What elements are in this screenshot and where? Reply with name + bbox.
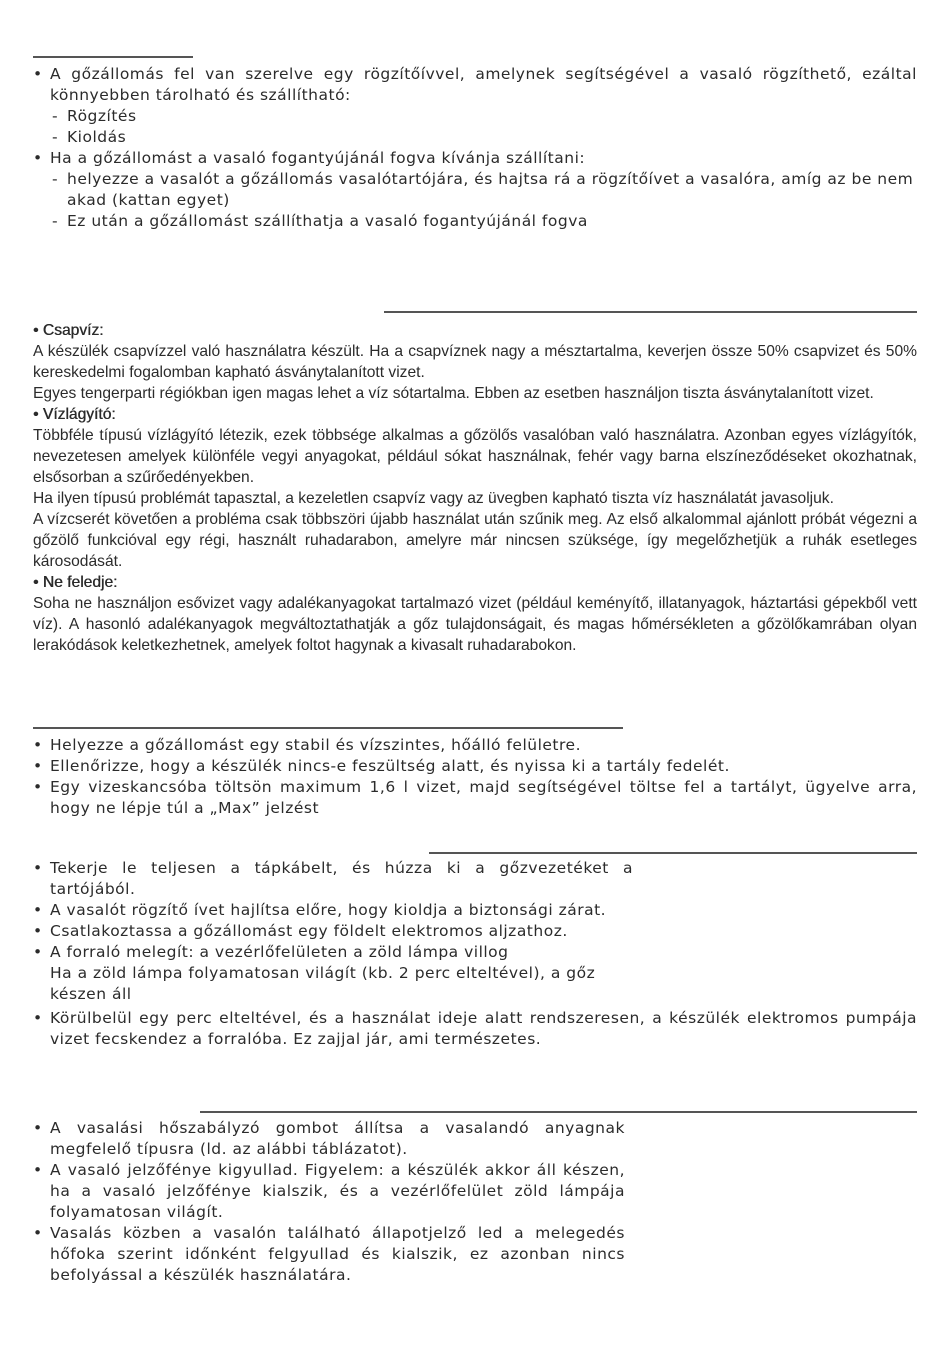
startup-last bbox=[33, 1008, 917, 1050]
paragraph: A vízcserét követően a probléma csak többszöri újabb használat után szűnik meg. Az első alkalommal ajánlott próbát végezni a gőzölő funkcióval egy régi, használt ruhadarabon, amelyre már nincsen szüksége, így megelőzhetjük a ruhák esetleges károsodását. bbox=[33, 511, 917, 570]
list-item: • A forraló melegít: a vezérlőfelületen a zöld lámpa villog bbox=[33, 942, 633, 963]
list-item: • Csatlakoztassa a gőzállomást egy földelt elektromos aljzathoz. bbox=[33, 921, 633, 942]
bullet-text: Ha a gőzállomást a vasaló fogantyújánál fogva kívánja szállítani: bbox=[50, 149, 586, 167]
sub-list-item: - helyezze a vasalót a gőzállomás vasalótartójára, és hajtsa rá a rögzítőívet a vasalóra, amíg az be nem akad (kattan egyet) bbox=[50, 169, 917, 211]
list-item: • A vasalási hőszabályzó gombot állítsa a vasalandó anyagnak megfelelő típusra (ld. az alábbi táblázatot). bbox=[33, 1118, 625, 1160]
bullet-text: A gőzállomás fel van szerelve egy rögzítőívvel, amelynek segítségével a vasaló rögzíthető, ezáltal könnyebben tárolható és szállítható: bbox=[50, 65, 917, 104]
transport-section bbox=[33, 64, 917, 232]
section-divider bbox=[429, 852, 917, 854]
list-item bbox=[33, 148, 917, 232]
water-section bbox=[33, 320, 917, 656]
startup-section bbox=[33, 858, 633, 1005]
softener-heading: • Vízlágyító: bbox=[33, 406, 116, 423]
paragraph: Egyes tengerparti régiókban igen magas lehet a víz sótartalma. Ebben az esetben használjon tiszta ásványtalanított vizet. bbox=[33, 385, 874, 402]
paragraph: Ha ilyen típusú problémát tapasztal, a kezeletlen csapvíz vagy az üvegben kapható tiszta víz használatát javasoljuk. bbox=[33, 490, 834, 507]
list-item bbox=[33, 64, 917, 148]
section-divider bbox=[33, 727, 623, 729]
list-item: • Egy vizeskancsóba töltsön maximum 1,6 l vizet, majd segítségével töltse fel a tartályt, ügyelve arra, hogy ne lépje túl a „Max” jelzést bbox=[33, 777, 917, 819]
list-item: • A vasalót rögzítő ívet hajlítsa előre, hogy kioldja a biztonsági zárat. bbox=[33, 900, 633, 921]
continuation-text: Ha a zöld lámpa folyamatosan világít (kb. 2 perc elteltével), a gőz készen áll bbox=[50, 964, 596, 1003]
section-divider bbox=[33, 56, 193, 58]
sub-list-item: - Kioldás bbox=[50, 127, 917, 148]
sub-list-item: - Rögzítés bbox=[50, 106, 917, 127]
paragraph: Soha ne használjon esővizet vagy adalékanyagokat tartalmazó vizet (például keményítő, illatanyagok, háztartási gépekből vett víz). A hasonló adalékanyagok megváltoztathatják a gőz tulajdonságait, és magas hőmérsékleten a gőzölőkamrában olyan lerakódások keletkezhetnek, amelyek foltot hagynak a kivasalt ruhadarabokon. bbox=[33, 595, 917, 654]
list-item: • Tekerje le teljesen a tápkábelt, és húzza ki a gőzvezetéket a tartójából. bbox=[33, 858, 633, 900]
list-item: • A vasaló jelzőfénye kigyullad. Figyelem: a készülék akkor áll készen, ha a vasaló jelzőfénye kialszik, és a vezérlőfelület zöld lámpája folyamatosan világít. bbox=[33, 1160, 625, 1223]
fill-section bbox=[33, 735, 917, 819]
list-item: • Körülbelül egy perc elteltével, és a használat ideje alatt rendszeresen, a készülék elektromos pumpája vizet fecskendez a forralóba. Ez zajjal jár, ami természetes. bbox=[33, 1008, 917, 1050]
ironing-section bbox=[33, 1118, 625, 1286]
list-item: • Vasalás közben a vasalón található állapotjelző led a melegedés hőfoka szerint időnként felgyullad és kialszik, ez azonban nincs befolyással a készülék használatára. bbox=[33, 1223, 625, 1286]
list-item: • Helyezze a gőzállomást egy stabil és vízszintes, hőálló felületre. bbox=[33, 735, 917, 756]
paragraph: A készülék csapvízzel való használatra készült. Ha a csapvíznek nagy a mésztartalma, keverjen össze 50% csapvizet és 50% kereskedelmi fogalomban kapható ásványtalanított vizet. bbox=[33, 343, 917, 381]
paragraph: Többféle típusú vízlágyító létezik, ezek többsége alkalmas a gőzölős vasalóban való használatra. Azonban egyes vízlágyítók, nevezetesen amelyek különféle vegyi anyagokat, például sókat használnak, fehér vagy barna elszíneződéseket okozhatnak, elsősorban a szűrőedényekben. bbox=[33, 427, 917, 486]
sub-list-item: - Ez után a gőzállomást szállíthatja a vasaló fogantyújánál fogva bbox=[50, 211, 917, 232]
remember-heading: • Ne feledje: bbox=[33, 574, 118, 591]
section-divider bbox=[200, 1111, 917, 1113]
tap-water-heading: • Csapvíz: bbox=[33, 322, 104, 339]
section-divider bbox=[384, 311, 917, 313]
list-item: • Ellenőrizze, hogy a készülék nincs-e feszültség alatt, és nyissa ki a tartály fedelét. bbox=[33, 756, 917, 777]
